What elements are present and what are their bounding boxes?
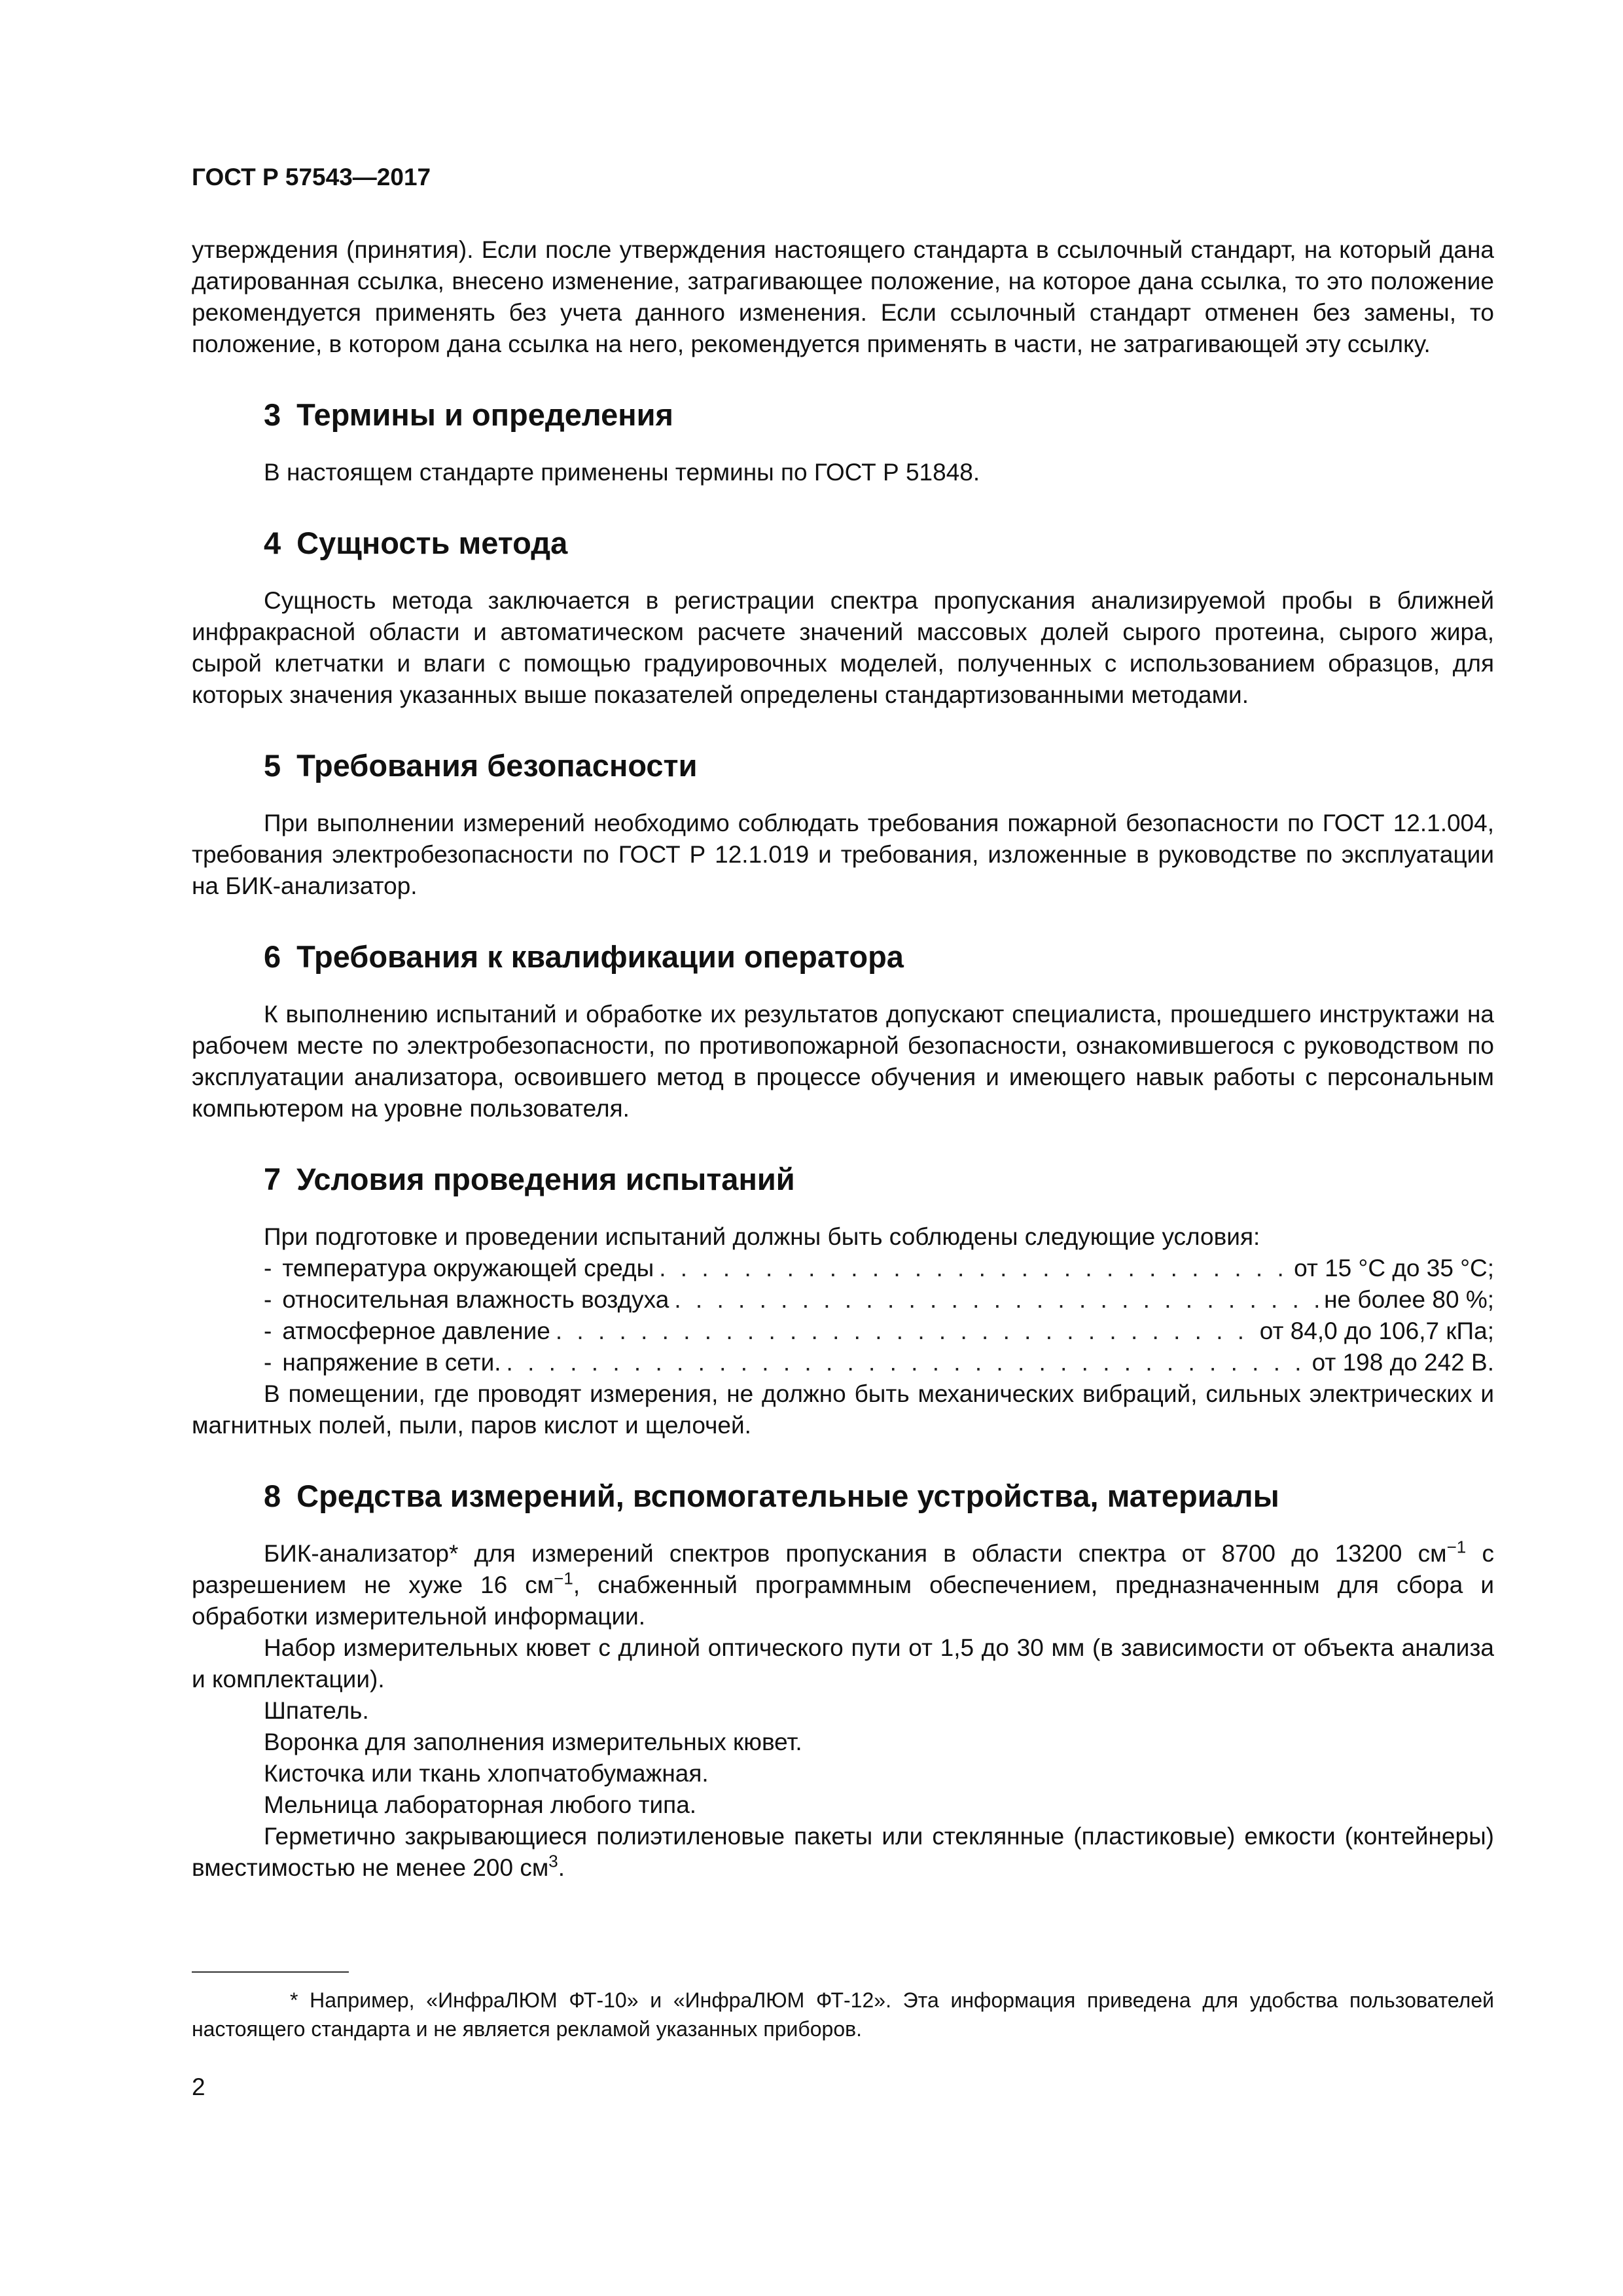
- superscript: −1: [1446, 1537, 1467, 1557]
- footnote-divider: [192, 1971, 349, 1973]
- section-title: Условия проведения испытаний: [296, 1162, 795, 1196]
- section-number: 3: [264, 397, 281, 432]
- page-number: 2: [192, 2073, 205, 2100]
- section-8-paragraph-1: [192, 1538, 1494, 1632]
- section-title: Термины и определения: [296, 397, 673, 432]
- section-title: Сущность метода: [296, 526, 568, 560]
- section-number: 6: [264, 939, 281, 974]
- dot-leader: [507, 1347, 1307, 1378]
- equipment-item: Воронка для заполнения измерительных кювет.: [264, 1729, 802, 1755]
- section-4-heading: [264, 525, 1494, 562]
- intro-paragraph: утверждения (принятия). Если после утверждения настоящего стандарта в ссылочный стандарт, на который дана датированная ссылка, внесено изменение, затрагивающее положение, на которое дана ссылка, то это положение рекомендуется применять без учета данного изменения. Если ссылочный стандарт отменен без замены, то положение, в котором дана ссылка на него, рекомендуется применять в части, не затрагивающей эту ссылку.: [192, 236, 1494, 357]
- section-7-intro: При подготовке и проведении испытаний должны быть соблюдены следующие условия:: [264, 1223, 1260, 1250]
- section-8-heading: [264, 1478, 1494, 1515]
- superscript: 3: [548, 1851, 558, 1871]
- text-run: с разрешением не хуже 16 см: [192, 1540, 1494, 1598]
- list-dash: -: [264, 1255, 272, 1282]
- dot-leader: [556, 1316, 1255, 1347]
- section-6-heading: [264, 939, 1494, 975]
- condition-item: [192, 1284, 1494, 1316]
- condition-label: относительная влажность воздуха: [282, 1286, 669, 1313]
- section-title: Средства измерений, вспомогательные устройства, материалы: [296, 1479, 1279, 1513]
- section-title: Требования к квалификации оператора: [296, 939, 904, 974]
- text-run: БИК-анализатор* для измерений спектров пропускания в области спектра от 8700 до 13200 см: [264, 1540, 1447, 1567]
- condition-item: [192, 1316, 1494, 1347]
- section-3-text: В настоящем стандарте применены термины по ГОСТ Р 51848.: [264, 459, 980, 486]
- equipment-item: Мельница лабораторная любого типа.: [264, 1791, 697, 1818]
- section-number: 7: [264, 1162, 281, 1196]
- dot-leader: [659, 1253, 1289, 1284]
- section-7-heading: [264, 1161, 1494, 1198]
- section-6-text: К выполнению испытаний и обработке их результатов допускают специалиста, прошедшего инструктажи на рабочем месте по электробезопасности, по противопожарной безопасности, ознакомившегося с руководством по эксплуатации анализатора, освоившего метод в процессе обучения и имеющего навык работы с персональным компьютером на уровне пользователя.: [192, 1001, 1494, 1122]
- dot-leader: [674, 1284, 1319, 1316]
- condition-label: атмосферное давление: [282, 1318, 550, 1344]
- equipment-item: Шпатель.: [264, 1697, 369, 1724]
- section-5-text: При выполнении измерений необходимо соблюдать требования пожарной безопасности по ГОСТ 12.1.004, требования электробезопасности по ГОСТ Р 12.1.019 и требования, изложенные в руководстве по эксплуатации на БИК-анализатор.: [192, 810, 1494, 899]
- section-number: 4: [264, 526, 281, 560]
- condition-value: не более 80 %;: [1324, 1286, 1494, 1313]
- section-number: 8: [264, 1479, 281, 1513]
- condition-value: от 15 °С до 35 °С;: [1294, 1255, 1494, 1282]
- condition-item: [192, 1347, 1494, 1378]
- condition-item: [192, 1253, 1494, 1284]
- section-8-paragraph-last: [192, 1821, 1494, 1884]
- text-run: Герметично закрывающиеся полиэтиленовые пакеты или стеклянные (пластиковые) емкости (контейнеры) вместимостью не менее 200 см: [192, 1823, 1494, 1881]
- section-number: 5: [264, 748, 281, 783]
- condition-value: от 84,0 до 106,7 кПа;: [1259, 1318, 1494, 1344]
- condition-label: температура окружающей среды: [282, 1255, 654, 1282]
- superscript: −1: [554, 1568, 573, 1588]
- text-run: .: [558, 1854, 565, 1881]
- footnote: * Например, «ИнфраЛЮМ ФТ-10» и «ИнфраЛЮМ ФТ-12». Эта информация приведена для удобства пользователей настоящего стандарта и не является рекламой указанных приборов.: [192, 1988, 1494, 2041]
- section-4-text: Сущность метода заключается в регистрации спектра пропускания анализируемой пробы в ближней инфракрасной области и автоматическом расчете значений массовых долей сырого протеина, сырого жира, сырой клетчатки и влаги с помощью градуировочных моделей, полученных с использованием образцов, для которых значения указанных выше показателей определены стандартизованными методами.: [192, 587, 1494, 708]
- conditions-list: [192, 1253, 1494, 1378]
- condition-label: напряжение в сети.: [282, 1349, 501, 1376]
- document-header: ГОСТ Р 57543—2017: [192, 164, 431, 190]
- equipment-item: Кисточка или ткань хлопчатобумажная.: [264, 1760, 709, 1787]
- section-8-paragraph-2: Набор измерительных кювет с длиной оптического пути от 1,5 до 30 мм (в зависимости от объекта анализа и комплектации).: [192, 1634, 1494, 1693]
- section-5-heading: [264, 747, 1494, 784]
- text-run: , снабженный программным обеспечением, предназначенным для сбора и обработки измерительной информации.: [192, 1571, 1495, 1630]
- section-3-heading: [264, 397, 1494, 433]
- condition-value: от 198 до 242 В.: [1311, 1349, 1494, 1376]
- section-7-outro: В помещении, где проводят измерения, не должно быть механических вибраций, сильных электрических и магнитных полей, пыли, паров кислот и щелочей.: [192, 1380, 1494, 1439]
- list-dash: -: [264, 1286, 272, 1313]
- document-body: [192, 234, 1494, 1884]
- section-title: Требования безопасности: [296, 748, 698, 783]
- list-dash: -: [264, 1349, 272, 1376]
- list-dash: -: [264, 1318, 272, 1344]
